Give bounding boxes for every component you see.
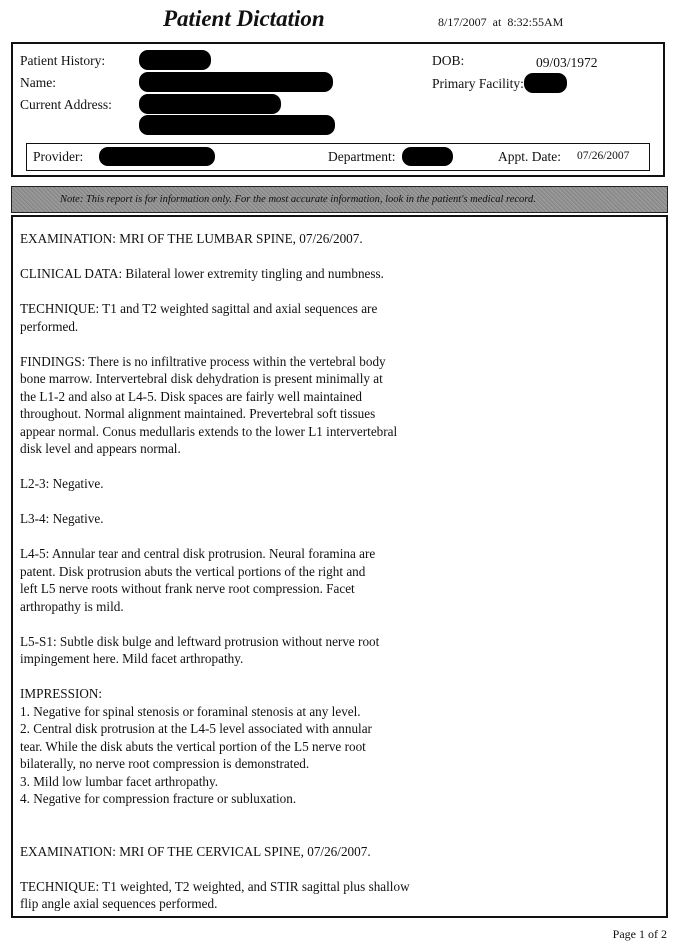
report-paragraph-cervical-technique: TECHNIQUE: T1 weighted, T2 weighted, and STIR sagittal plus shallow flip angle axial sequences performed. — [20, 878, 410, 911]
report-paragraph-findings: FINDINGS: There is no infiltrative process within the vertebral body bone marrow. Intervertebral disk dehydration is present minimally at the L1-2 and also at L4-5. Disk spaces are fairly well maintained throughout. Normal alignment maintained. Prevertebral soft tissues appear normal. Conus medullaris extends to the lower L1 intervertebral disk level and appears normal. — [20, 353, 398, 456]
dob-value: 09/03/1972 — [536, 55, 598, 70]
page-number: Page 1 of 2 — [612, 927, 667, 941]
report-paragraph-clinical-data: CLINICAL DATA: Bilateral lower extremity tingling and numbness. — [20, 266, 384, 281]
disclaimer-banner — [11, 186, 668, 213]
appt-date-value: 07/26/2007 — [577, 150, 630, 162]
report-paragraph-impression: IMPRESSION: 1. Negative for spinal stenosis or foraminal stenosis at any level. 2. Central disk protrusion at the L4-5 level associated with annular tear. While the disk abuts the vertical portion of the L5 nerve root bilaterally, no nerve root compression is demonstrated. 3. Mild low lumbar facet arthropathy. 4. Negative for compression fracture or subluxation. — [20, 686, 372, 806]
redaction-address-line2 — [139, 115, 335, 135]
report-paragraph-l3-4: L3-4: Negative. — [20, 511, 104, 526]
primary-facility-label: Primary Facility: — [432, 76, 524, 91]
appt-date-label: Appt. Date: — [498, 149, 561, 164]
provider-label: Provider: — [33, 149, 84, 164]
report-paragraph-technique: TECHNIQUE: T1 and T2 weighted sagittal and axial sequences are performed. — [20, 301, 378, 334]
disclaimer-text: Note: This report is for information only. For the most accurate information, look in the patient's medical record. — [60, 194, 536, 205]
at-label: at — [492, 15, 502, 29]
name-label: Name: — [20, 75, 56, 90]
report-paragraph-lumbar-exam: EXAMINATION: MRI OF THE LUMBAR SPINE, 07/26/2007. — [20, 231, 363, 246]
redaction-patient-history — [139, 50, 211, 70]
patient-info-box — [11, 42, 665, 177]
redaction-address-line1 — [139, 94, 281, 114]
patient-history-label: Patient History: — [20, 53, 106, 68]
department-label: Department: — [328, 149, 396, 164]
report-paragraph-l4-5: L4-5: Annular tear and central disk protrusion. Neural foramina are patent. Disk protrusion abuts the vertical portions of the right and left L5 nerve roots without frank nerve root compression. Facet arthropathy is mild. — [20, 546, 376, 614]
print-timestamp — [438, 15, 563, 30]
redaction-department — [402, 147, 453, 166]
current-address-label: Current Address: — [20, 97, 112, 112]
report-paragraph-cervical-exam: EXAMINATION: MRI OF THE CERVICAL SPINE, 07/26/2007. — [20, 843, 371, 859]
redaction-provider — [99, 147, 215, 166]
provider-row — [26, 143, 650, 171]
document-title: Patient Dictation — [163, 6, 325, 31]
report-text — [20, 230, 660, 930]
report-paragraph-l2-3: L2-3: Negative. — [20, 476, 104, 491]
dob-label: DOB: — [432, 53, 465, 68]
print-time: 8:32:55AM — [507, 15, 564, 29]
redaction-primary-facility — [524, 73, 567, 93]
redaction-name — [139, 72, 333, 92]
report-body — [11, 215, 668, 918]
print-date: 8/17/2007 — [438, 15, 487, 29]
report-paragraph-l5-s1: L5-S1: Subtle disk bulge and leftward protrusion without nerve root impingement here. Mild facet arthropathy. — [20, 633, 380, 666]
